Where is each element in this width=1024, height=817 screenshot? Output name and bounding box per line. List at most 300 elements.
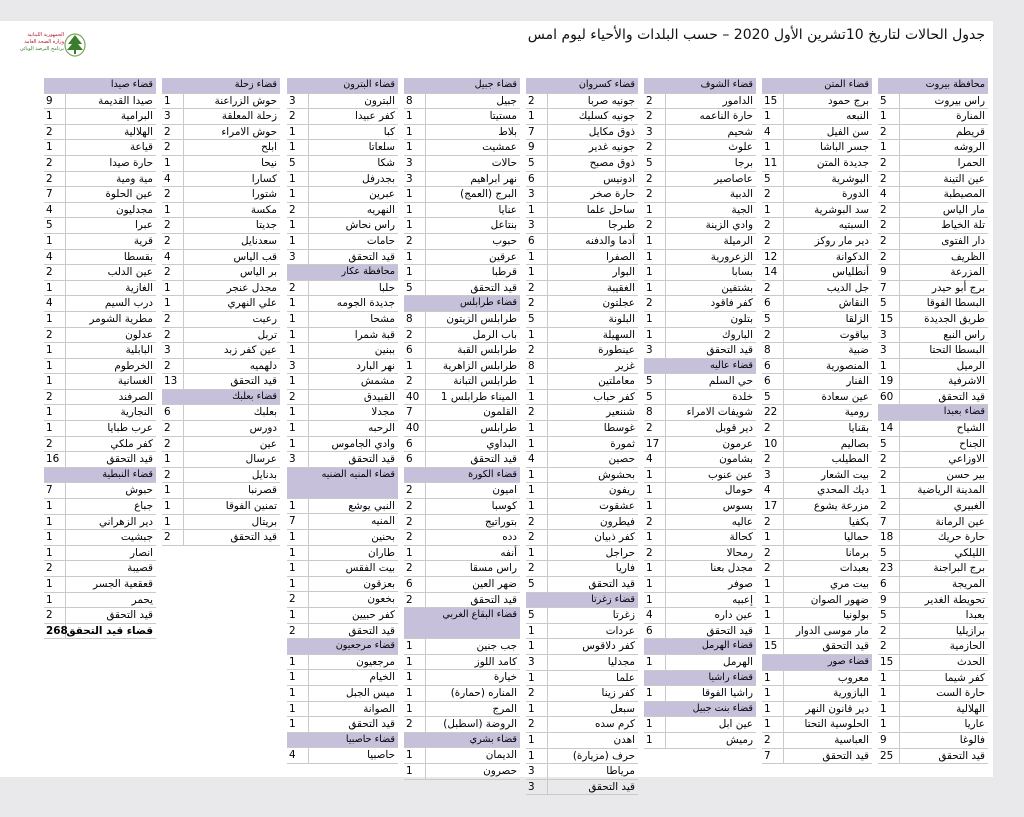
table-row — [644, 515, 756, 531]
table-row — [526, 265, 638, 281]
table-row — [287, 702, 398, 718]
table-row — [644, 156, 756, 172]
locality-name: الدبية — [729, 188, 753, 201]
case-count: 19 — [878, 374, 900, 389]
district-header-label: قضاء المتن — [824, 79, 869, 90]
case-count: 1 — [404, 670, 426, 685]
locality-name: قياعة — [129, 141, 153, 154]
case-count: 1 — [644, 593, 666, 608]
case-count: 1 — [878, 140, 900, 155]
case-count: 3 — [287, 250, 309, 265]
locality-name: حلبا — [378, 281, 395, 294]
locality-name: بعزقون — [363, 577, 395, 590]
table-row — [762, 156, 872, 172]
locality-name: الزلقا — [845, 312, 869, 325]
table-row — [878, 437, 988, 453]
case-count: 2 — [644, 187, 666, 202]
locality-name: نهر البارد — [356, 359, 395, 372]
case-count: 1 — [762, 624, 784, 639]
table-row — [526, 250, 638, 266]
case-count: 1 — [878, 109, 900, 124]
locality-name: كفر فاقود — [710, 297, 753, 310]
table-row — [762, 265, 872, 281]
locality-name: وادي الجاموس — [331, 437, 395, 450]
table-row — [404, 639, 520, 655]
table-row — [644, 203, 756, 219]
table-row — [287, 405, 398, 421]
case-count: 4 — [44, 296, 66, 311]
case-count: 1 — [526, 483, 548, 498]
district-header-spacer — [287, 78, 309, 93]
case-count: 2 — [878, 156, 900, 171]
locality-name: راس نحاش — [345, 219, 395, 232]
locality-name: الروضة (اسطبل) — [443, 718, 517, 731]
district-header — [762, 655, 872, 671]
case-count: 1 — [287, 312, 309, 327]
locality-name: البترون — [364, 94, 395, 107]
table-row — [404, 390, 520, 406]
table-row — [44, 577, 156, 593]
case-count: 1 — [404, 109, 426, 124]
locality-name: كفر حبيين — [352, 609, 395, 621]
case-count: 1 — [644, 328, 666, 343]
case-count: 15 — [878, 655, 900, 670]
table-row — [44, 328, 156, 344]
district-header-spacer — [644, 702, 666, 717]
case-count: 1 — [404, 359, 426, 374]
locality-name: عين الدلب — [107, 266, 153, 279]
table-row — [878, 608, 988, 624]
case-count: 1 — [162, 281, 184, 296]
table-row — [404, 172, 520, 188]
table-row — [162, 312, 280, 328]
table-row — [44, 452, 156, 468]
locality-name: رعيت — [252, 312, 277, 325]
case-count: 22 — [762, 405, 784, 420]
table-row — [44, 608, 156, 624]
case-count: 2 — [526, 94, 548, 109]
case-count: 3 — [526, 780, 548, 795]
table-row — [162, 343, 280, 359]
case-count: 5 — [762, 390, 784, 405]
locality-name: البرج (العمج) — [460, 188, 517, 201]
case-count: 1 — [526, 265, 548, 280]
case-count: 2 — [162, 234, 184, 249]
table-row — [44, 156, 156, 172]
case-count: 7 — [526, 125, 548, 140]
table-row — [44, 125, 156, 141]
district-header-spacer — [762, 78, 784, 93]
locality-name: بعبدا — [965, 609, 985, 622]
case-count: 2 — [404, 374, 426, 389]
case-count: 1 — [644, 203, 666, 218]
locality-name: قيد التحقق — [106, 609, 153, 622]
locality-name: طبرجا — [608, 219, 635, 232]
locality-name: شتورا — [251, 188, 277, 201]
locality-name: مية ومية — [116, 172, 153, 185]
locality-name: قيد التحقق — [470, 593, 517, 606]
case-count: 1 — [526, 639, 548, 654]
table-row — [162, 250, 280, 266]
case-count: 1 — [44, 312, 66, 327]
case-count: 9 — [878, 593, 900, 608]
case-count: 2 — [878, 218, 900, 233]
case-count: 1 — [526, 499, 548, 514]
table-row — [526, 671, 638, 687]
case-count: 1 — [287, 437, 309, 452]
table-row — [878, 250, 988, 266]
table-row — [404, 359, 520, 375]
locality-name: سعدنايل — [241, 234, 277, 247]
case-count: 2 — [287, 281, 309, 296]
table-row — [287, 234, 398, 250]
locality-name: البلونة — [608, 312, 635, 325]
district-header-label: قضاء الكورة — [468, 468, 517, 480]
locality-name: القبيدق — [363, 390, 395, 403]
case-count: 2 — [762, 281, 784, 296]
locality-name: حالات — [491, 156, 517, 169]
locality-name: طرابلس التبانة — [453, 375, 517, 388]
district-header-label: قضاء طرابلس — [459, 297, 517, 309]
case-count: 6 — [762, 374, 784, 389]
locality-name: شننعير — [606, 406, 635, 419]
locality-name: كفر ذبيان — [594, 531, 635, 544]
case-count: 4 — [644, 608, 666, 623]
case-count: 6 — [162, 405, 184, 420]
table-row — [644, 140, 756, 156]
locality-name: فاريا — [615, 562, 635, 575]
district-column-5 — [404, 78, 520, 780]
district-header-spacer — [404, 468, 426, 483]
locality-name: عينطورة — [598, 344, 635, 357]
locality-name: حارة الست — [936, 687, 985, 700]
case-count: 1 — [526, 374, 548, 389]
table-row — [44, 546, 156, 562]
table-row — [762, 437, 872, 453]
table-row — [644, 452, 756, 468]
locality-name: الدكوانة — [835, 250, 869, 263]
locality-name: غزير — [615, 359, 635, 372]
locality-name: المرج — [492, 702, 517, 715]
locality-name: ديك المحدي — [817, 484, 869, 497]
case-count: 1 — [287, 686, 309, 701]
cedar-emblem-icon — [64, 31, 86, 57]
locality-name: عين التينة — [943, 172, 985, 185]
table-row — [404, 343, 520, 359]
case-count: 1 — [44, 577, 66, 592]
case-count: 2 — [878, 125, 900, 140]
locality-name: دير مار روكز — [814, 234, 869, 247]
table-row — [526, 624, 638, 640]
table-row — [162, 421, 280, 437]
locality-name: فالوغا — [959, 733, 985, 746]
table-row — [878, 390, 988, 406]
locality-name: كفر حباب — [593, 390, 635, 403]
table-row — [644, 405, 756, 421]
case-count: 5 — [287, 156, 309, 171]
district-header-label: قضاء البترون — [343, 79, 395, 90]
table-row — [162, 218, 280, 234]
table-row — [878, 156, 988, 172]
case-count: 5 — [44, 218, 66, 233]
locality-name: الرميل — [956, 359, 985, 372]
table-row — [44, 265, 156, 281]
table-row — [287, 140, 398, 156]
locality-name: البازورية — [833, 687, 869, 700]
table-row — [762, 187, 872, 203]
case-count: 3 — [287, 452, 309, 467]
case-count: 1 — [287, 405, 309, 420]
district-header — [287, 265, 398, 281]
locality-name: قيد التحقق — [230, 375, 277, 388]
case-count: 2 — [762, 421, 784, 436]
locality-name: قبة شمرا — [354, 328, 395, 341]
locality-name: عاصاصير — [713, 172, 753, 185]
case-count: 1 — [287, 655, 309, 670]
logo-line-2: وزارة الصحة العامة — [24, 39, 64, 45]
case-count: 13 — [162, 374, 184, 389]
locality-name: كحالة — [729, 531, 753, 544]
locality-name: الفنار — [846, 375, 869, 388]
case-count: 2 — [404, 328, 426, 343]
case-count: 2 — [526, 281, 548, 296]
table-row — [644, 234, 756, 250]
locality-name: قيد التحقق — [938, 390, 985, 403]
locality-name: المنارة — [956, 110, 985, 123]
district-header — [404, 608, 520, 639]
case-count: 2 — [44, 265, 66, 280]
locality-name: الزعرورية — [710, 250, 753, 263]
case-count: 2 — [878, 452, 900, 467]
locality-name: برازيليا — [955, 624, 985, 637]
locality-name: الليلكي — [954, 546, 985, 559]
table-row — [878, 561, 988, 577]
table-row — [878, 452, 988, 468]
case-count: 8 — [526, 359, 548, 374]
case-count: 2 — [44, 390, 66, 405]
case-count: 1 — [287, 125, 309, 140]
locality-name: ثمورة — [610, 437, 635, 450]
table-row — [287, 312, 398, 328]
locality-name: بتلون — [730, 312, 753, 325]
district-header — [404, 296, 520, 312]
district-header-label: قضاء جبيل — [474, 79, 517, 90]
case-count: 2 — [878, 639, 900, 654]
case-count: 40 — [404, 421, 426, 436]
table-row — [526, 109, 638, 125]
locality-name: بعلبك — [253, 406, 277, 419]
case-count: 7 — [404, 405, 426, 420]
locality-name: مرياطا — [606, 765, 635, 778]
case-count: 2 — [526, 686, 548, 701]
case-count: 1 — [287, 530, 309, 545]
locality-name: الصوانة — [363, 702, 395, 715]
locality-name: زغرتا — [612, 609, 635, 622]
case-count: 1 — [644, 312, 666, 327]
district-header-label: قضاء حاصبيا — [345, 733, 395, 745]
case-count: 1 — [878, 717, 900, 732]
locality-name: عرمون — [722, 437, 753, 450]
case-count: 1 — [44, 140, 66, 155]
table-row — [44, 312, 156, 328]
table-row — [762, 593, 872, 609]
case-count: 1 — [404, 702, 426, 717]
case-count: 1 — [404, 187, 426, 202]
case-count: 1 — [762, 203, 784, 218]
ministry-logo — [6, 29, 90, 63]
locality-name: مجدل بعنا — [710, 562, 753, 575]
locality-name: ذوق مكايل — [588, 125, 635, 138]
table-row — [287, 592, 398, 608]
locality-name: الخيام — [369, 671, 395, 684]
table-row — [762, 312, 872, 328]
locality-name: كفر زينا — [601, 687, 635, 700]
locality-name: الجية — [731, 203, 753, 216]
locality-name: راس النبع — [943, 328, 985, 341]
case-count: 3 — [287, 359, 309, 374]
table-row — [526, 218, 638, 234]
table-row — [162, 452, 280, 468]
case-count: 4 — [162, 250, 184, 265]
district-column-8 — [44, 78, 156, 639]
table-row — [44, 483, 156, 499]
case-count: 6 — [404, 343, 426, 358]
case-count: 17 — [644, 437, 666, 452]
case-count: 3 — [644, 125, 666, 140]
locality-name: البسطا الفوقا — [926, 297, 985, 310]
table-row — [762, 452, 872, 468]
table-row — [287, 218, 398, 234]
district-header — [878, 405, 988, 421]
locality-name: المنيه — [371, 515, 395, 528]
table-row — [526, 452, 638, 468]
case-count: 16 — [44, 452, 66, 467]
locality-name: ريفون — [608, 484, 635, 497]
district-header-label: قضاء راشيا — [708, 671, 753, 683]
locality-name: عنايا — [498, 203, 517, 216]
locality-name: كوسبا — [491, 500, 517, 513]
locality-name: عدلون — [125, 328, 153, 341]
locality-name: الرحبه — [368, 422, 395, 435]
table-row — [526, 187, 638, 203]
locality-name: جسر الباشا — [820, 141, 869, 154]
locality-name: أدما والدفنه — [585, 234, 635, 247]
table-row — [878, 468, 988, 484]
district-header — [287, 733, 398, 749]
locality-name: قرية — [133, 234, 153, 247]
case-count: 1 — [644, 577, 666, 592]
case-count: 2 — [162, 187, 184, 202]
table-row — [762, 172, 872, 188]
table-row — [287, 390, 398, 406]
logo-line-1: الجمهورية اللبنانية — [27, 32, 64, 38]
case-count: 12 — [762, 250, 784, 265]
table-row — [162, 187, 280, 203]
district-header — [644, 359, 756, 375]
district-header — [44, 78, 156, 94]
table-row — [762, 250, 872, 266]
locality-name: حومال — [724, 484, 753, 497]
case-count: 40 — [404, 390, 426, 405]
locality-name: علوث — [728, 141, 753, 154]
table-row — [526, 405, 638, 421]
district-header-spacer — [162, 390, 184, 405]
table-row — [878, 483, 988, 499]
table-row — [762, 483, 872, 499]
case-count: 1 — [526, 468, 548, 483]
locality-name: طريق الجديدة — [924, 312, 985, 325]
locality-name: فيطرون — [599, 515, 635, 528]
case-count: 1 — [644, 281, 666, 296]
table-row — [644, 328, 756, 344]
case-count: 5 — [762, 172, 784, 187]
table-row — [644, 561, 756, 577]
locality-name: بجدرفل — [362, 172, 395, 185]
table-row — [404, 561, 520, 577]
locality-name: العباسية — [834, 733, 869, 746]
table-row — [762, 109, 872, 125]
case-count: 2 — [287, 109, 309, 124]
case-count: 1 — [762, 530, 784, 545]
table-row — [644, 483, 756, 499]
locality-name: قضاء قيد التحقق — [66, 624, 153, 637]
table-row — [287, 561, 398, 577]
locality-name: دير قانون النهر — [805, 702, 869, 715]
district-header — [644, 639, 756, 655]
case-count: 1 — [404, 686, 426, 701]
table-row — [44, 593, 156, 609]
case-count: 18 — [878, 530, 900, 545]
table-row — [404, 109, 520, 125]
table-row — [878, 733, 988, 749]
locality-name: قيد التحقق — [822, 640, 869, 653]
locality-name: الدامور — [722, 94, 753, 107]
locality-name: نيحا — [261, 156, 277, 169]
case-count: 1 — [287, 328, 309, 343]
table-row — [404, 265, 520, 281]
table-row — [287, 281, 398, 297]
case-count: 1 — [162, 94, 184, 109]
table-row — [287, 437, 398, 453]
district-header-spacer — [404, 78, 426, 93]
district-header — [762, 78, 872, 94]
case-count: 9 — [526, 140, 548, 155]
district-header — [644, 702, 756, 718]
table-row — [878, 655, 988, 671]
case-count: 1 — [526, 390, 548, 405]
case-count: 2 — [644, 546, 666, 561]
case-count: 1 — [644, 483, 666, 498]
district-header-spacer — [526, 593, 548, 608]
locality-name: راس بيروت — [934, 94, 985, 107]
table-row — [526, 546, 638, 562]
case-count: 2 — [162, 218, 184, 233]
case-count: 8 — [762, 343, 784, 358]
locality-name: البداوي — [486, 437, 517, 450]
locality-name: عبرين — [369, 188, 395, 201]
district-header — [526, 78, 638, 94]
table-row — [404, 577, 520, 593]
case-count: 1 — [404, 250, 426, 265]
locality-name: برمانا — [845, 546, 869, 559]
locality-name: عين — [259, 437, 277, 450]
table-row — [644, 624, 756, 640]
table-row — [878, 686, 988, 702]
locality-name: عاليه — [731, 515, 753, 528]
locality-name: غوسطا — [603, 422, 635, 435]
case-count: 2 — [526, 343, 548, 358]
case-count: 3 — [526, 655, 548, 670]
